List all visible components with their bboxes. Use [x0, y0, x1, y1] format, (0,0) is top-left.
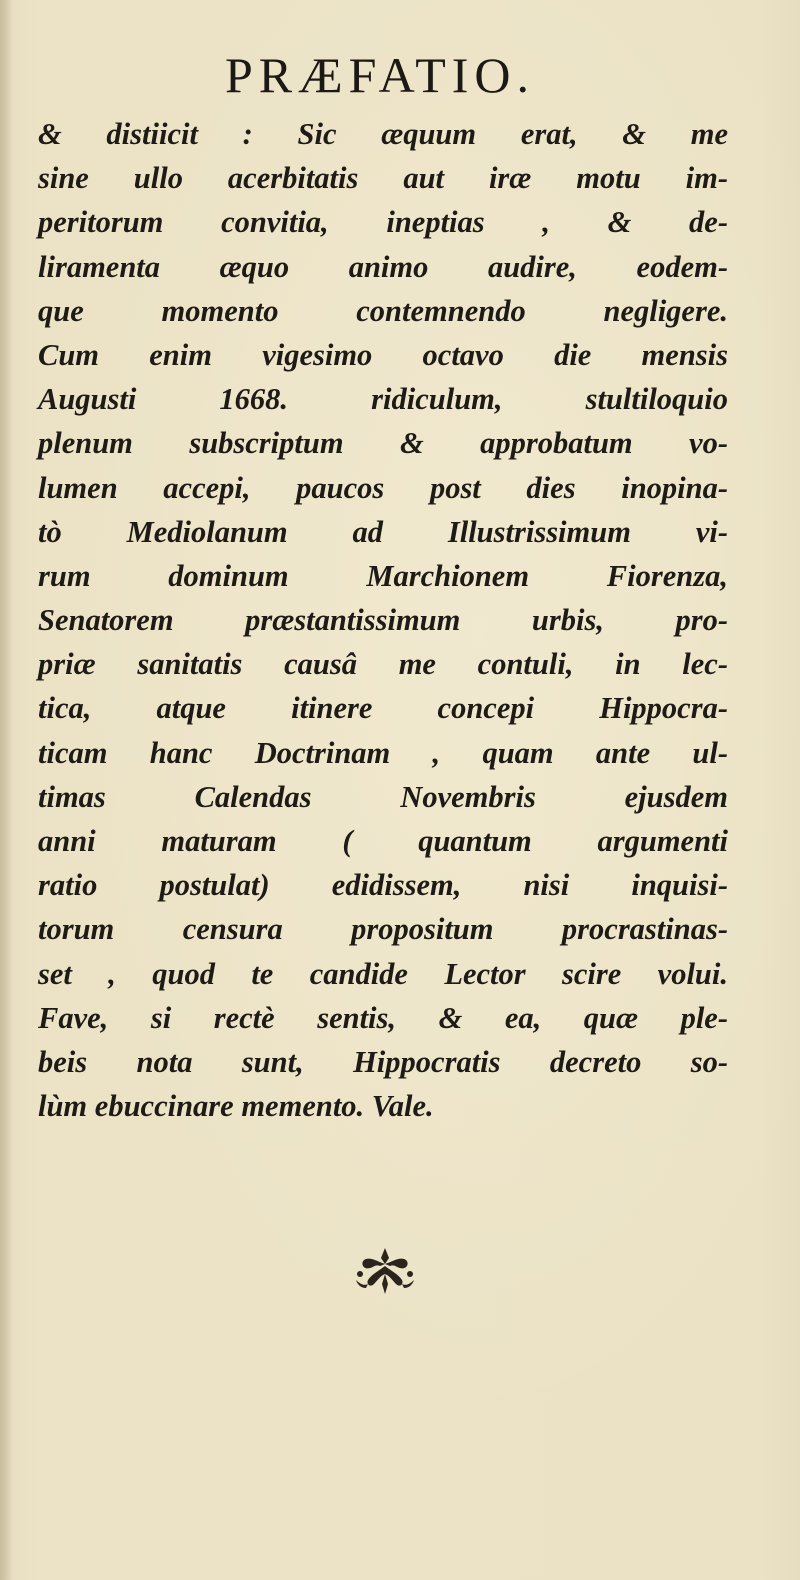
text-line: beis nota sunt, Hippocratis decreto so- — [38, 1044, 728, 1079]
text-line: priæ sanitatis causâ me contuli, in lec- — [38, 647, 728, 682]
page-heading: PRÆFATIO. — [224, 47, 536, 103]
text-line: ratio postulat) edidissem, nisi inquisi- — [38, 868, 728, 903]
text-line: tò Mediolanum ad Illustrissimum vi- — [38, 514, 728, 549]
text-line: rum dominum Marchionem Fiorenza, — [38, 558, 728, 593]
text-line: set , quod te candide Lector scire volui. — [38, 956, 728, 991]
text-line: anni maturam ( quantum argumenti — [38, 824, 728, 858]
text-line: Augusti 1668. ridiculum, stultiloquio — [38, 382, 728, 417]
text-line: liramenta æquo animo audire, eodem- — [38, 249, 728, 284]
page-gutter-shadow — [0, 0, 12, 1580]
text-line: lumen accepi, paucos post dies inopina- — [38, 470, 728, 505]
text-line: ticam hanc Doctrinam , quam ante ul- — [38, 735, 728, 770]
printer-ornament-icon — [350, 1240, 420, 1300]
text-line: tica, atque itinere concepi Hippocra- — [38, 691, 728, 726]
text-line: & distiicit : Sic æquum erat, & me — [38, 117, 728, 151]
text-line: Senatorem præstantissimum urbis, pro- — [38, 603, 728, 638]
text-line: que momento contemnendo negligere. — [38, 293, 728, 328]
text-line: Fave, si rectè sentis, & ea, quæ ple- — [38, 1000, 728, 1035]
text-line: lùm ebuccinare memento. Vale. — [38, 1089, 434, 1124]
text-line: plenum subscriptum & approbatum vo- — [38, 426, 728, 461]
text-line: torum censura propositum procrastinas- — [38, 912, 728, 947]
text-line: peritorum convitia, ineptias , & de- — [38, 205, 728, 240]
preface-text — [38, 112, 728, 1128]
text-line: sine ullo acerbitatis aut iræ motu im- — [38, 161, 728, 196]
text-line: timas Calendas Novembris ejusdem — [38, 779, 728, 814]
text-line: Cum enim vigesimo octavo die mensis — [38, 337, 728, 372]
